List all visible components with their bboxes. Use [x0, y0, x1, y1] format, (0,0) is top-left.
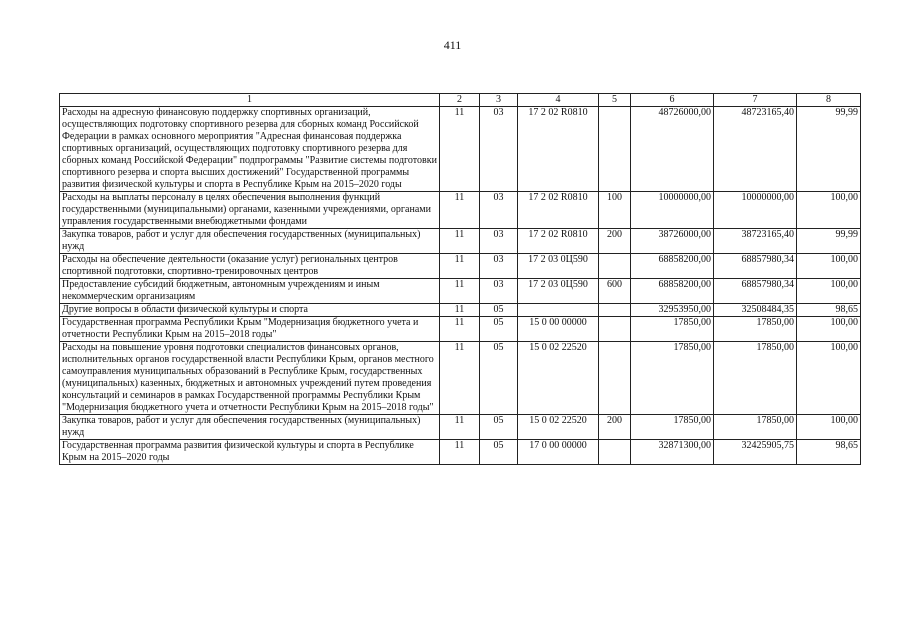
- section-code: 11: [440, 254, 480, 279]
- execution-percent: 98,65: [797, 304, 861, 317]
- table-row: [60, 342, 861, 415]
- planned-amount: 32871300,00: [631, 440, 714, 465]
- target-article-code: 17 2 02 R0810: [518, 229, 599, 254]
- execution-percent: 100,00: [797, 279, 861, 304]
- budget-table: [59, 93, 861, 465]
- row-description: Закупка товаров, работ и услуг для обеспечения государственных (муниципальных) нужд: [60, 229, 440, 254]
- planned-amount: 48726000,00: [631, 107, 714, 192]
- table-row: [60, 317, 861, 342]
- planned-amount: 38726000,00: [631, 229, 714, 254]
- actual-amount: 68857980,34: [714, 279, 797, 304]
- expense-type-code: [599, 342, 631, 415]
- section-code: 11: [440, 415, 480, 440]
- actual-amount: 68857980,34: [714, 254, 797, 279]
- planned-amount: 17850,00: [631, 415, 714, 440]
- section-code: 11: [440, 342, 480, 415]
- table-row: [60, 440, 861, 465]
- section-code: 11: [440, 192, 480, 229]
- header-cell: 6: [631, 94, 714, 107]
- target-article-code: 17 2 03 0Ц590: [518, 254, 599, 279]
- section-code: 11: [440, 317, 480, 342]
- subsection-code: 05: [480, 304, 518, 317]
- actual-amount: 17850,00: [714, 415, 797, 440]
- subsection-code: 05: [480, 342, 518, 415]
- table-row: [60, 192, 861, 229]
- row-description: Расходы на выплаты персоналу в целях обеспечения выполнения функций государственными (муниципальными) органами, казенными учреждениями, органами управления государственными внебюджетными фондами: [60, 192, 440, 229]
- expense-type-code: 200: [599, 229, 631, 254]
- planned-amount: 32953950,00: [631, 304, 714, 317]
- subsection-code: 05: [480, 317, 518, 342]
- execution-percent: 100,00: [797, 317, 861, 342]
- planned-amount: 17850,00: [631, 317, 714, 342]
- actual-amount: 10000000,00: [714, 192, 797, 229]
- expense-type-code: 600: [599, 279, 631, 304]
- expense-type-code: [599, 440, 631, 465]
- row-description: Государственная программа Республики Крым "Модернизация бюджетного учета и отчетности Республики Крым на 2015–2018 годы": [60, 317, 440, 342]
- planned-amount: 68858200,00: [631, 279, 714, 304]
- target-article-code: 17 2 02 R0810: [518, 192, 599, 229]
- row-description: Другие вопросы в области физической культуры и спорта: [60, 304, 440, 317]
- expense-type-code: [599, 107, 631, 192]
- actual-amount: 32508484,35: [714, 304, 797, 317]
- planned-amount: 17850,00: [631, 342, 714, 415]
- row-description: Закупка товаров, работ и услуг для обеспечения государственных (муниципальных) нужд: [60, 415, 440, 440]
- page-number: 411: [443, 38, 462, 52]
- target-article-code: 15 0 00 00000: [518, 317, 599, 342]
- table-row: [60, 107, 861, 192]
- section-code: 11: [440, 279, 480, 304]
- header-cell: 8: [797, 94, 861, 107]
- subsection-code: 05: [480, 440, 518, 465]
- header-cell: 2: [440, 94, 480, 107]
- header-cell: 1: [60, 94, 440, 107]
- header-row: [60, 94, 861, 107]
- row-description: Расходы на адресную финансовую поддержку спортивных организаций, осуществляющих подготовку спортивного резерва для сборных команд Российской Федерации в рамках основного мероприятия "Адресная финансовая поддержка спортивных организаций, осуществляющих подготовку спортивного резерва для сборных команд Российской Федерации" подпрограммы "Развитие системы подготовки спортивного резерва и спорта высших достижений" Государственной программы развития физической культуры и спорта в Республике Крым на 2015–2020 годы: [60, 107, 440, 192]
- section-code: 11: [440, 440, 480, 465]
- row-description: Государственная программа развития физической культуры и спорта в Республике Крым на 2015–2020 годы: [60, 440, 440, 465]
- header-cell: 5: [599, 94, 631, 107]
- target-article-code: 15 0 02 22520: [518, 415, 599, 440]
- expense-type-code: [599, 304, 631, 317]
- target-article-code: [518, 304, 599, 317]
- planned-amount: 68858200,00: [631, 254, 714, 279]
- table-row: [60, 304, 861, 317]
- subsection-code: 03: [480, 107, 518, 192]
- target-article-code: 17 2 02 R0810: [518, 107, 599, 192]
- row-description: Расходы на обеспечение деятельности (оказание услуг) региональных центров спортивной подготовки, спортивно-тренировочных центров: [60, 254, 440, 279]
- header-cell: 4: [518, 94, 599, 107]
- target-article-code: 15 0 02 22520: [518, 342, 599, 415]
- subsection-code: 03: [480, 192, 518, 229]
- execution-percent: 100,00: [797, 254, 861, 279]
- subsection-code: 03: [480, 229, 518, 254]
- table-row: [60, 254, 861, 279]
- section-code: 11: [440, 304, 480, 317]
- header-cell: 7: [714, 94, 797, 107]
- section-code: 11: [440, 107, 480, 192]
- subsection-code: 05: [480, 415, 518, 440]
- planned-amount: 10000000,00: [631, 192, 714, 229]
- table-row: [60, 229, 861, 254]
- actual-amount: 38723165,40: [714, 229, 797, 254]
- actual-amount: 17850,00: [714, 317, 797, 342]
- target-article-code: 17 2 03 0Ц590: [518, 279, 599, 304]
- subsection-code: 03: [480, 279, 518, 304]
- execution-percent: 99,99: [797, 107, 861, 192]
- execution-percent: 100,00: [797, 192, 861, 229]
- target-article-code: 17 0 00 00000: [518, 440, 599, 465]
- actual-amount: 17850,00: [714, 342, 797, 415]
- row-description: Предоставление субсидий бюджетным, автономным учреждениям и иным некоммерческим организациям: [60, 279, 440, 304]
- expense-type-code: 100: [599, 192, 631, 229]
- execution-percent: 98,65: [797, 440, 861, 465]
- actual-amount: 32425905,75: [714, 440, 797, 465]
- header-cell: 3: [480, 94, 518, 107]
- table-row: [60, 415, 861, 440]
- expense-type-code: [599, 317, 631, 342]
- expense-type-code: [599, 254, 631, 279]
- execution-percent: 100,00: [797, 342, 861, 415]
- row-description: Расходы на повышение уровня подготовки специалистов финансовых органов, исполнительных органов государственной власти Республики Крым, органов местного самоуправления муниципальных образований в Республике Крым, государственных (муниципальных) казенных, бюджетных и автономных учреждений путем проведения консультаций и семинаров в рамках Государственной программы Республики Крым "Модернизация бюджетного учета и отчетности Республики Крым на 2015–2018 годы": [60, 342, 440, 415]
- execution-percent: 100,00: [797, 415, 861, 440]
- expense-type-code: 200: [599, 415, 631, 440]
- actual-amount: 48723165,40: [714, 107, 797, 192]
- section-code: 11: [440, 229, 480, 254]
- subsection-code: 03: [480, 254, 518, 279]
- execution-percent: 99,99: [797, 229, 861, 254]
- table-row: [60, 279, 861, 304]
